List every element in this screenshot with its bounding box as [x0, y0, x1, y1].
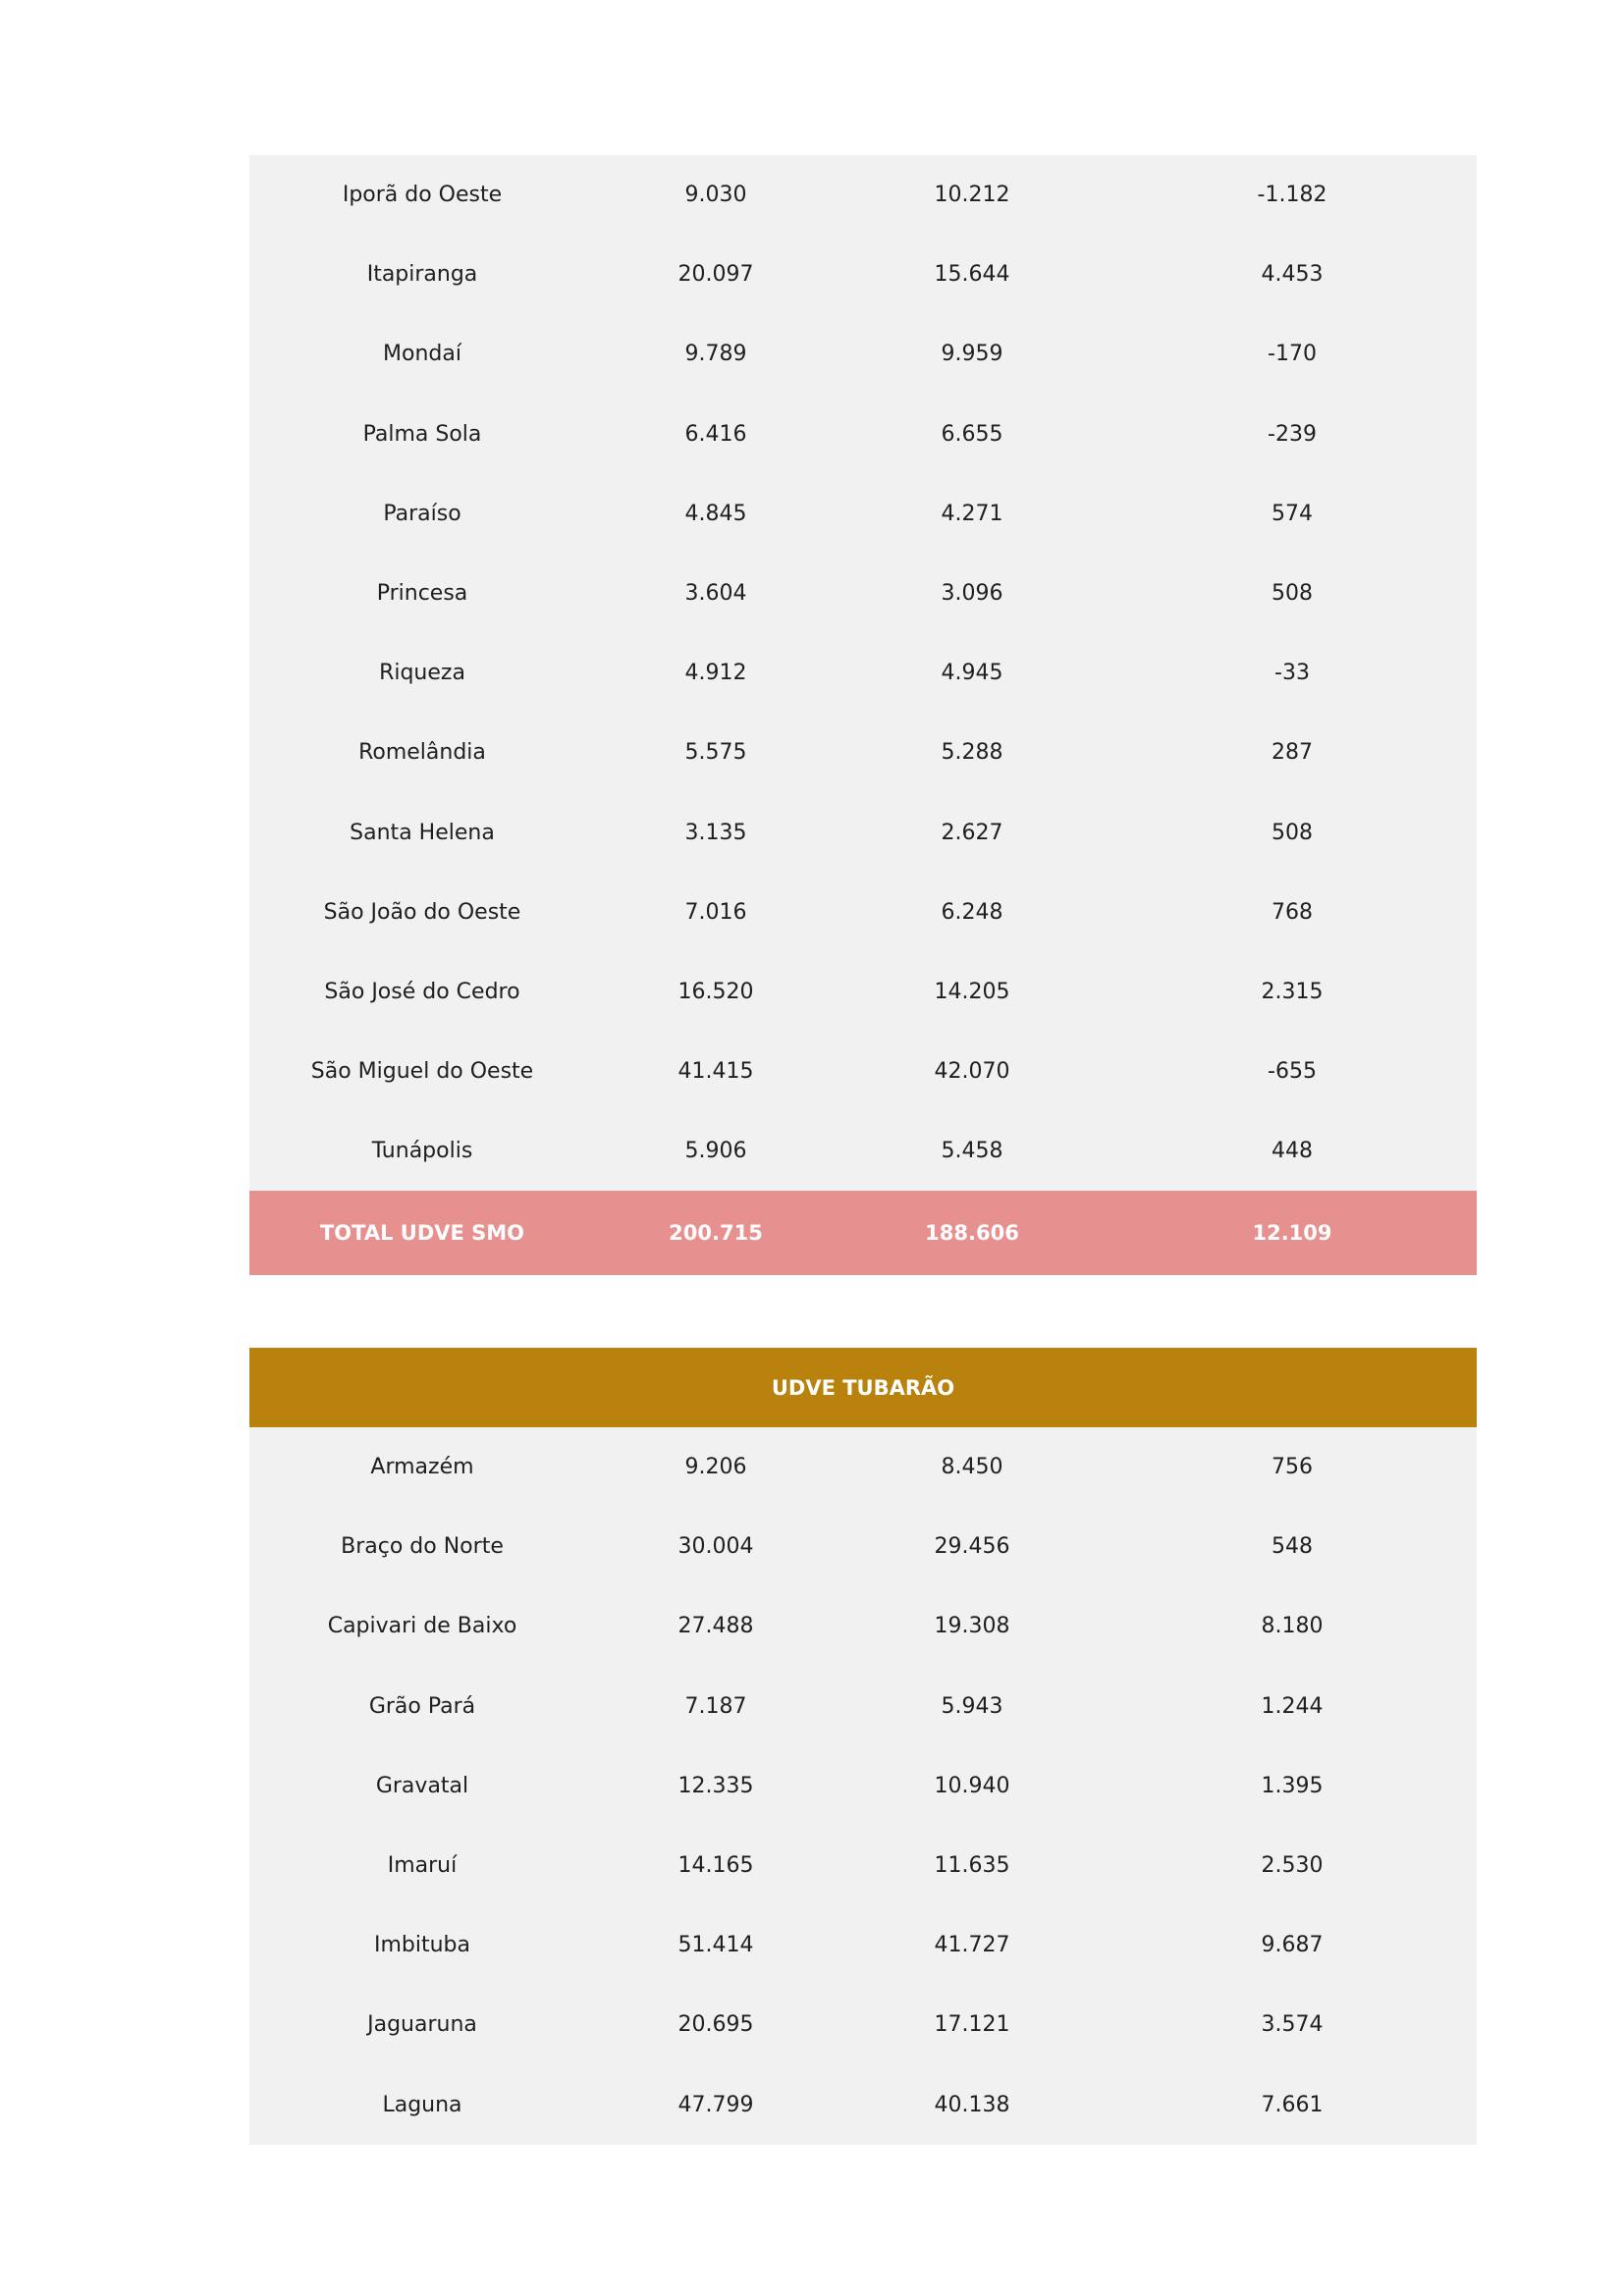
municipality-name: Armazém	[370, 1455, 474, 1480]
table-row	[249, 1507, 1477, 1586]
value-2: 29.456	[934, 1534, 1010, 1560]
table-row	[249, 554, 1477, 633]
municipality-name: Itapiranga	[366, 262, 478, 288]
difference: 2.315	[1261, 979, 1324, 1004]
table-row	[249, 1427, 1477, 1507]
municipality-name: Romelândia	[358, 740, 486, 766]
value-2: 4.945	[941, 661, 1003, 686]
value-1: 9.206	[684, 1455, 747, 1480]
value-1: 30.004	[677, 1534, 754, 1560]
value-1: 12.335	[677, 1773, 754, 1798]
value-1: 4.912	[684, 661, 747, 686]
difference: 508	[1272, 820, 1313, 845]
value-1: 3.604	[684, 581, 747, 607]
difference: 448	[1272, 1139, 1313, 1164]
table-row	[249, 1667, 1477, 1746]
municipality-name: Capivari de Baixo	[327, 1614, 517, 1639]
table-row	[249, 1746, 1477, 1826]
municipality-name: Palma Sola	[362, 421, 482, 447]
table-row	[249, 235, 1477, 314]
value-1: 27.488	[677, 1614, 754, 1639]
table-row	[249, 952, 1477, 1032]
municipality-name: São Miguel do Oeste	[310, 1059, 534, 1085]
total-row	[249, 1191, 1477, 1275]
table-row	[249, 873, 1477, 952]
difference: 756	[1272, 1455, 1313, 1480]
table-row	[249, 633, 1477, 713]
table-row	[249, 155, 1477, 235]
municipality-name: Laguna	[382, 2092, 462, 2117]
table-row	[249, 713, 1477, 792]
value-1: 51.414	[677, 1933, 754, 1958]
municipality-name: Imaruí	[387, 1853, 458, 1879]
value-2: 42.070	[934, 1059, 1010, 1085]
value-2: 5.943	[941, 1693, 1003, 1719]
table-row	[249, 1985, 1477, 2064]
value-2: 40.138	[934, 2092, 1010, 2117]
table-row	[249, 1905, 1477, 1985]
municipality-name: Jaguaruna	[367, 2012, 477, 2038]
udve-tubarao-table	[249, 1348, 1477, 2145]
difference: 1.244	[1261, 1693, 1324, 1719]
value-2: 2.627	[941, 820, 1003, 845]
value-1: 14.165	[677, 1853, 754, 1879]
difference: -170	[1268, 342, 1317, 367]
difference: -239	[1268, 421, 1317, 447]
udve-tubarao-rows	[249, 1427, 1477, 2145]
table-row	[249, 395, 1477, 474]
value-2: 4.271	[941, 501, 1003, 526]
table-row	[249, 1826, 1477, 1905]
difference: -655	[1268, 1059, 1317, 1085]
value-2: 15.644	[934, 262, 1010, 288]
difference: -33	[1274, 661, 1310, 686]
udve-smo-rows	[249, 155, 1477, 1191]
value-1: 5.906	[684, 1139, 747, 1164]
total-label: TOTAL UDVE SMO	[319, 1221, 525, 1246]
municipality-name: Paraíso	[383, 501, 461, 526]
value-2: 19.308	[934, 1614, 1010, 1639]
value-1: 4.845	[684, 501, 747, 526]
difference: 548	[1272, 1534, 1313, 1560]
value-1: 5.575	[684, 740, 747, 766]
municipality-name: Santa Helena	[350, 820, 495, 845]
total-value-1: 200.715	[669, 1221, 763, 1246]
municipality-name: Tunápolis	[371, 1139, 473, 1164]
difference: 574	[1272, 501, 1313, 526]
value-2: 10.212	[934, 183, 1010, 208]
table-row	[249, 314, 1477, 394]
municipality-name: Iporã do Oeste	[342, 183, 503, 208]
table-row	[249, 1111, 1477, 1191]
value-1: 47.799	[677, 2092, 754, 2117]
value-1: 20.097	[677, 262, 754, 288]
value-2: 3.096	[941, 581, 1003, 607]
municipality-name: Riqueza	[379, 661, 465, 686]
value-1: 16.520	[677, 979, 754, 1004]
value-2: 6.248	[941, 899, 1003, 925]
municipality-name: Mondaí	[383, 342, 461, 367]
table-row	[249, 2065, 1477, 2145]
table-row	[249, 474, 1477, 554]
value-1: 9.030	[684, 183, 747, 208]
value-1: 7.016	[684, 899, 747, 925]
municipality-name: Gravatal	[375, 1773, 469, 1798]
difference: 7.661	[1261, 2092, 1324, 2117]
udve-smo-table	[249, 155, 1477, 1275]
difference: 9.687	[1261, 1933, 1324, 1958]
value-2: 9.959	[941, 342, 1003, 367]
total-value-2: 188.606	[925, 1221, 1019, 1246]
value-1: 6.416	[684, 421, 747, 447]
total-difference: 12.109	[1252, 1221, 1332, 1246]
difference: 2.530	[1261, 1853, 1324, 1879]
value-2: 14.205	[934, 979, 1010, 1004]
value-2: 5.458	[941, 1139, 1003, 1164]
table-row	[249, 793, 1477, 873]
value-2: 5.288	[941, 740, 1003, 766]
value-1: 7.187	[684, 1693, 747, 1719]
value-1: 3.135	[684, 820, 747, 845]
municipality-name: Grão Pará	[368, 1693, 476, 1719]
difference: 287	[1272, 740, 1313, 766]
value-2: 10.940	[934, 1773, 1010, 1798]
municipality-name: Princesa	[376, 581, 468, 607]
value-1: 20.695	[677, 2012, 754, 2038]
value-1: 9.789	[684, 342, 747, 367]
difference: 508	[1272, 581, 1313, 607]
value-2: 41.727	[934, 1933, 1010, 1958]
municipality-name: São José do Cedro	[324, 979, 520, 1004]
value-2: 17.121	[934, 2012, 1010, 2038]
difference: 3.574	[1261, 2012, 1324, 2038]
difference: 8.180	[1261, 1614, 1324, 1639]
table-row	[249, 1586, 1477, 1666]
section-header: UDVE TUBARÃO	[249, 1348, 1477, 1427]
table-row	[249, 1032, 1477, 1111]
municipality-name: São João do Oeste	[323, 899, 521, 925]
value-2: 11.635	[934, 1853, 1010, 1879]
difference: -1.182	[1257, 183, 1327, 208]
difference: 4.453	[1261, 262, 1324, 288]
difference: 768	[1272, 899, 1313, 925]
municipality-name: Braço do Norte	[341, 1534, 504, 1560]
value-2: 6.655	[941, 421, 1003, 447]
difference: 1.395	[1261, 1773, 1324, 1798]
municipality-name: Imbituba	[373, 1933, 470, 1958]
value-2: 8.450	[941, 1455, 1003, 1480]
value-1: 41.415	[677, 1059, 754, 1085]
